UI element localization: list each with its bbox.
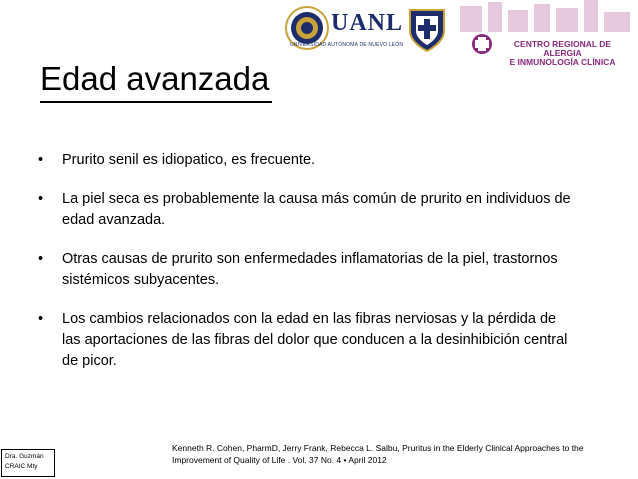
bullet-text: La piel seca es probablemente la causa más común de prurito en individuos de edad avanzada. [62, 191, 571, 228]
craic-line2: E INMUNOLOGÍA CLÍNICA [509, 57, 616, 67]
craic-center-name [495, 40, 630, 67]
bullet-dot-icon: • [38, 251, 44, 267]
author-name: Dra. Guzmán [5, 453, 44, 460]
author-affiliation: CRAIC Mty [5, 463, 38, 470]
bullet-text: Otras causas de prurito son enfermedades inflamatorias de la piel, trastornos sistémicos subyacentes. [62, 251, 558, 288]
bullet-item [0, 150, 638, 171]
faculty-shield-icon [407, 7, 447, 53]
craic-line1: CENTRO REGIONAL DE ALERGIA [513, 39, 612, 58]
bullet-text: Prurito senil es idiopatico, es frecuente. [62, 152, 316, 168]
bullet-dot-icon: • [38, 152, 44, 168]
slide-title: Edad avanzada [40, 60, 270, 97]
author-box [1, 449, 55, 477]
citation-line2: Improvement of Quality of Life . Vol. 37 No. 4 • April 2012 [172, 455, 387, 465]
bullet-list [0, 150, 638, 372]
citation-line1: Kenneth R. Cohen, PharmD, Jerry Frank, Rebecca L. Salbu, Pruritus in the Elderly Clinical Approaches to the [172, 443, 584, 453]
bullet-dot-icon: • [38, 311, 44, 327]
citation [172, 442, 612, 466]
uanl-logo-text: UANL [331, 10, 404, 36]
uanl-subtext: UNIVERSIDAD AUTÓNOMA DE NUEVO LEÓN [290, 42, 404, 48]
bullet-dot-icon: • [38, 191, 44, 207]
bullet-text: Los cambios relacionados con la edad en las fibras nerviosas y la pérdida de las aportaciones de las fibras del dolor que conducen a la desinhibición central de picor. [62, 311, 568, 369]
title-underline [40, 101, 272, 103]
header-logos [0, 0, 638, 67]
bullet-item [0, 189, 638, 231]
bullet-item [0, 249, 638, 291]
bullet-item [0, 309, 638, 372]
